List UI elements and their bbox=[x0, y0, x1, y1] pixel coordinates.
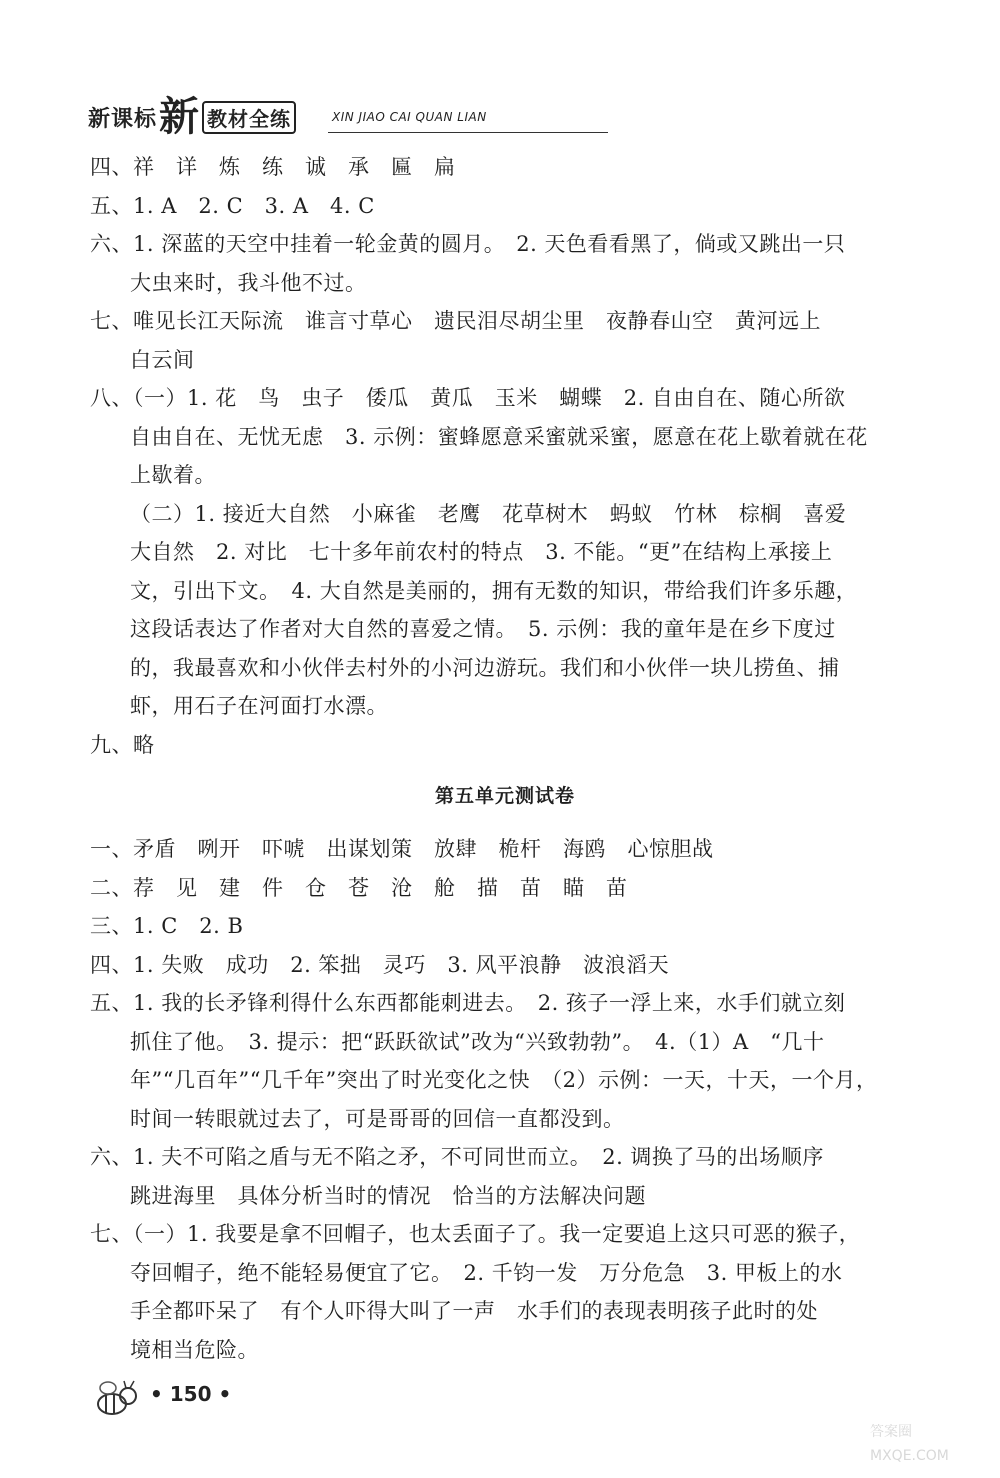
answer-line: 七、（一）1. 我要是拿不回帽子，也太丢面子了。我一定要追上这只可恶的猴子， bbox=[90, 1222, 861, 1246]
answer-line: 五、1. 我的长矛锋利得什么东西都能刺进去。 2. 孩子一浮上来，水手们就立刻 bbox=[90, 991, 846, 1015]
answer-line: 手全都吓呆了 有个人吓得大叫了一声 水手们的表现表明孩子此时的处 bbox=[130, 1299, 818, 1323]
logo-part1: 新课标 bbox=[88, 106, 158, 132]
watermark-line1: 答案圈 bbox=[870, 1424, 912, 1440]
answer-line: 境相当危险。 bbox=[130, 1337, 259, 1362]
answer-line: 抓住了他。 3. 提示：把“跃跃欲试”改为“兴致勃勃”。 4.（1）A “几十 bbox=[130, 1029, 825, 1054]
answer-line: 文，引出下文。 4. 大自然是美丽的，拥有无数的知识，带给我们许多乐趣， bbox=[130, 578, 858, 603]
answer-line: 四、1. 失败 成功 2. 笨拙 灵巧 3. 风平浪静 波浪滔天 bbox=[90, 952, 670, 977]
answer-line: 夺回帽子，绝不能轻易便宜了它。 2. 千钧一发 万分危急 3. 甲板上的水 bbox=[130, 1260, 843, 1285]
answer-line: 二、荐 见 建 件 仓 苍 沧 舱 描 苗 瞄 苗 bbox=[90, 875, 628, 900]
book-logo bbox=[88, 94, 296, 140]
answer-line: 虾，用石子在河面打水漂。 bbox=[130, 694, 388, 718]
answer-line: 年”“几百年”“几千年”突出了时光变化之快 （2）示例：一天，十天，一个月， bbox=[130, 1068, 878, 1092]
answer-line: 时间一转眼就过去了，可是哥哥的回信一直都没到。 bbox=[130, 1106, 625, 1131]
answer-line: 大自然 2. 对比 七十多年前农村的特点 3. 不能。“更”在结构上承接上 bbox=[130, 540, 833, 564]
answer-line: 六、1. 夫不可陷之盾与无不陷之矛，不可同世而立。 2. 调换了马的出场顺序 bbox=[90, 1145, 824, 1169]
answer-line: 的，我最喜欢和小伙伴去村外的小河边游玩。我们和小伙伴一块儿捞鱼、捕 bbox=[130, 655, 840, 680]
section-title: 第五单元测试卷 bbox=[434, 785, 575, 807]
answer-block-unit5 bbox=[90, 830, 920, 1369]
page-header bbox=[88, 96, 528, 140]
answer-line: 三、1. C 2. B bbox=[90, 914, 244, 938]
logo-part2: 教材全练 bbox=[202, 101, 296, 134]
answer-line: 四、祥 详 炼 练 诚 承 匾 扁 bbox=[90, 155, 456, 179]
answer-line: 白云间 bbox=[130, 347, 195, 372]
answer-line: 跳进海里 具体分析当时的情况 恰当的方法解决问题 bbox=[130, 1183, 646, 1208]
answer-block-unit4 bbox=[90, 148, 920, 764]
answer-line: 一、矛盾 咧开 吓唬 出谋划策 放肆 桅杆 海鸥 心惊胆战 bbox=[90, 837, 714, 861]
answer-line: 六、1. 深蓝的天空中挂着一轮金黄的圆月。 2. 天色看看黑了，倘或又跳出一只 bbox=[90, 232, 846, 256]
answer-line: 大虫来时，我斗他不过。 bbox=[130, 270, 367, 295]
answer-line: 九、略 bbox=[90, 732, 155, 757]
answer-line: 自由自在、无忧无虑 3. 示例：蜜蜂愿意采蜜就采蜜，愿意在花上歇着就在花 bbox=[130, 424, 868, 449]
watermark-logo bbox=[860, 1408, 980, 1468]
logo-big-char: 新 bbox=[159, 94, 201, 140]
answer-line: 这段话表达了作者对大自然的喜爱之情。 5. 示例：我的童年是在乡下度过 bbox=[130, 617, 836, 641]
answer-line: （二）1. 接近大自然 小麻雀 老鹰 花草树木 蚂蚁 竹林 棕榈 喜爱 bbox=[130, 501, 847, 526]
bee-mascot-icon bbox=[88, 1378, 148, 1418]
answer-content bbox=[90, 148, 920, 1369]
header-rule bbox=[328, 132, 608, 133]
answer-line: 上歇着。 bbox=[130, 463, 216, 487]
page-number: • 150 • bbox=[150, 1382, 232, 1406]
answer-line: 八、（一）1. 花 鸟 虫子 倭瓜 黄瓜 玉米 蝴蝶 2. 自由自在、随心所欲 bbox=[90, 386, 846, 410]
page-footer bbox=[88, 1378, 288, 1418]
watermark-line2: MXQE.COM bbox=[870, 1448, 949, 1464]
header-pinyin: XIN JIAO CAI QUAN LIAN bbox=[332, 110, 487, 124]
answer-line: 七、唯见长江天际流 谁言寸草心 遗民泪尽胡尘里 夜静春山空 黄河远上 bbox=[90, 309, 821, 333]
answer-line: 五、1. A 2. C 3. A 4. C bbox=[90, 193, 375, 218]
